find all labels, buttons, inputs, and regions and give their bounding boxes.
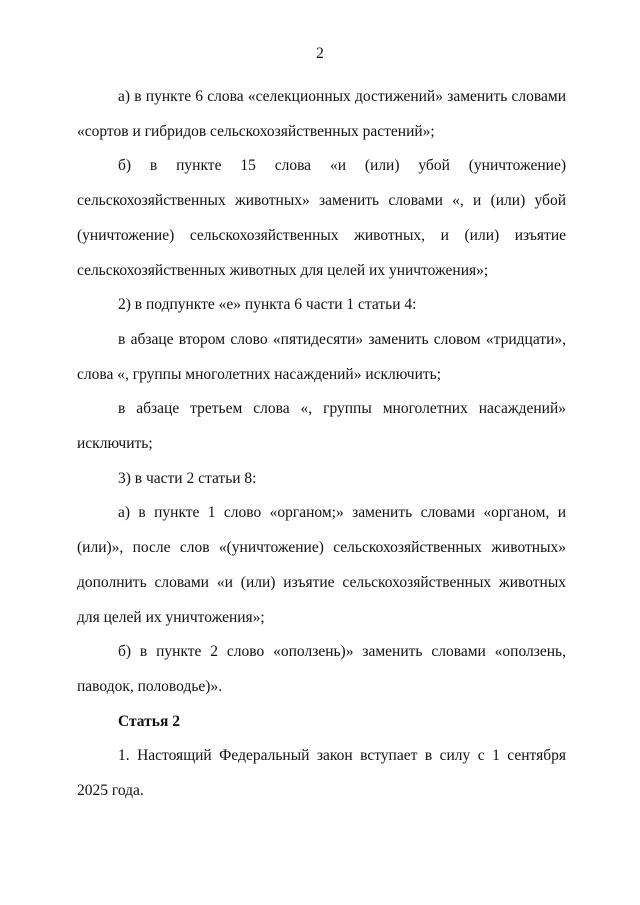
article-heading: Статья 2 <box>118 712 180 730</box>
page-number: 2 <box>316 45 324 62</box>
paragraph-amendment-b-point-2: б) в пункте 2 слово «оползень)» заменить словами «оползень, паводок, половодье)». <box>77 643 566 695</box>
paragraph-second-abzac: в абзаце втором слово «пятидесяти» заменить словом «тридцати», слова «, группы многолетних насаждений» исключить; <box>77 330 566 383</box>
paragraph-amendment-3-article-8: 3) в части 2 статьи 8: <box>118 469 257 487</box>
paragraph-amendment-a-point-1: а) в пункте 1 слово «органом;» заменить словами «органом, и (или)», после слов «(уничтожение) сельскохозяйственных животных» дополнить словами «и (или) изъятие сельскохозяйственных животных для целей их уничтожения»; <box>77 504 566 626</box>
paragraph-effective-date: 1. Настоящий Федеральный закон вступает в силу с 1 сентября 2025 года. <box>77 747 566 800</box>
paragraph-third-abzac: в абзаце третьем слова «, группы многолетних насаждений» исключить; <box>77 400 566 453</box>
document-body <box>77 80 566 809</box>
paragraph-amendment-b-point-15: б) в пункте 15 слова «и (или) убой (уничтожение) сельскохозяйственных животных» заменить словами «, и (или) убой (уничтожение) сельскохозяйственных животных, и (или) изъятие сельскохозяйственных животных для целей их уничтожения»; <box>77 157 566 279</box>
paragraph-amendment-a-point-6: а) в пункте 6 слова «селекционных достижений» заменить словами «сортов и гибридов сельскохозяйственных растений»; <box>77 88 566 140</box>
paragraph-amendment-2-subpoint-e: 2) в подпункте «е» пункта 6 части 1 статьи 4: <box>118 296 417 314</box>
